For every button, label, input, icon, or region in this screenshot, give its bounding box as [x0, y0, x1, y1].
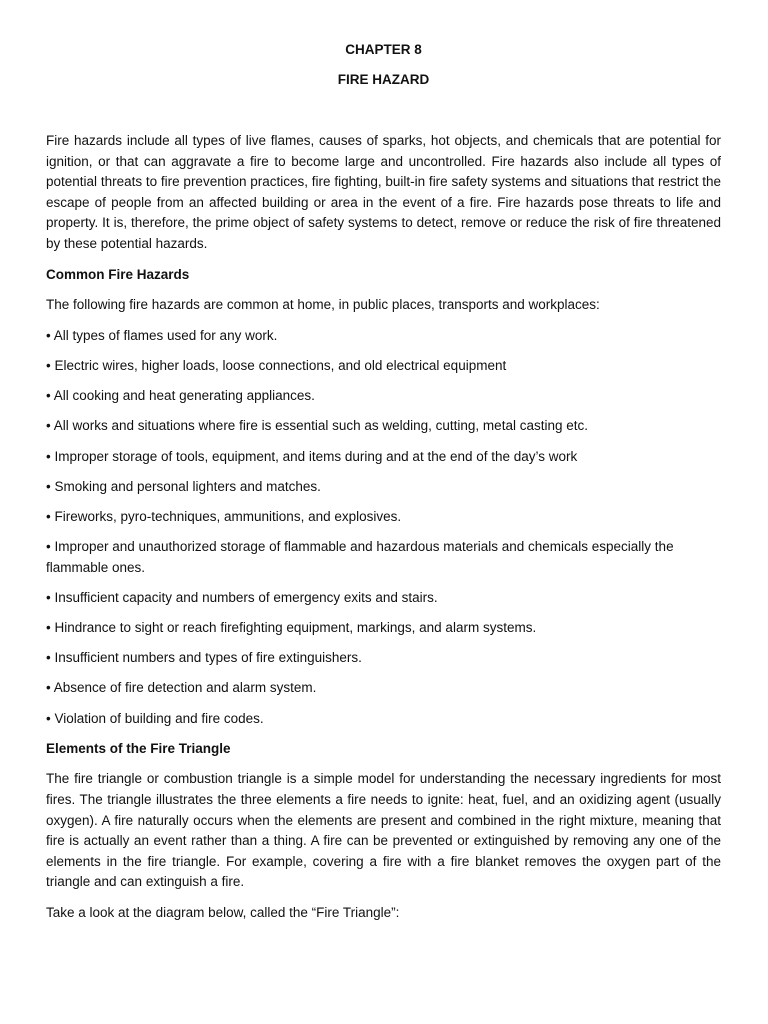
list-item: • Violation of building and fire codes.	[46, 710, 264, 726]
document-page	[46, 40, 721, 924]
list-item: • All works and situations where fire is essential such as welding, cutting, metal casting etc.	[46, 418, 588, 434]
page-title: FIRE HAZARD	[337, 72, 430, 87]
list-item: • Fireworks, pyro-techniques, ammunitions, and explosives.	[46, 508, 402, 524]
list-item: • Improper storage of tools, equipment, and items during and at the end of the day’s work	[46, 448, 578, 464]
list-item: • Absence of fire detection and alarm system.	[46, 680, 317, 696]
hazard-list	[46, 326, 721, 729]
chapter-label: CHAPTER 8	[345, 42, 422, 57]
list-item: • Electric wires, higher loads, loose connections, and old electrical equipment	[46, 357, 507, 373]
common-hazards-heading: Common Fire Hazards	[46, 266, 190, 282]
intro-paragraph: Fire hazards include all types of live flames, causes of sparks, hot objects, and chemicals that are potential for ignition, or that can aggravate a fire to become large and uncontrolled. Fire hazards also include all types of potential threats to fire prevention practices, fire fighting, built-in fire safety systems and situations that restrict the escape of people from an affected building or area in the event of a fire. Fire hazards pose threats to life and property. It is, therefore, the prime object of safety systems to detect, remove or reduce the risk of fire threatened by these potential hazards.	[46, 133, 721, 251]
list-item: • Smoking and personal lighters and matches.	[46, 478, 321, 494]
list-item: • All types of flames used for any work.	[46, 327, 278, 343]
list-item: • Improper and unauthorized storage of flammable and hazardous materials and chemicals especially the flammable ones.	[46, 539, 674, 575]
list-item: • Insufficient numbers and types of fire extinguishers.	[46, 650, 362, 666]
fire-triangle-heading: Elements of the Fire Triangle	[46, 740, 231, 756]
fire-triangle-paragraph: The fire triangle or combustion triangle is a simple model for understanding the necessary ingredients for most fires. The triangle illustrates the three elements a fire needs to ignite: heat, fuel, and an oxidizing agent (usually oxygen). A fire naturally occurs when the elements are present and combined in the right mixture, meaning that fire is actually an event rather than a thing. A fire can be prevented or extinguished by removing any one of the elements in the fire triangle. For example, covering a fire with a fire blanket removes the oxygen part of the triangle and can extinguish a fire.	[46, 771, 721, 890]
list-item: • Insufficient capacity and numbers of emergency exits and stairs.	[46, 589, 438, 605]
common-hazards-lead: The following fire hazards are common at home, in public places, transports and workplaces:	[46, 297, 600, 313]
list-item: • Hindrance to sight or reach firefighting equipment, markings, and alarm systems.	[46, 620, 537, 636]
fire-triangle-closing: Take a look at the diagram below, called the “Fire Triangle”:	[46, 904, 400, 920]
list-item: • All cooking and heat generating appliances.	[46, 388, 315, 404]
